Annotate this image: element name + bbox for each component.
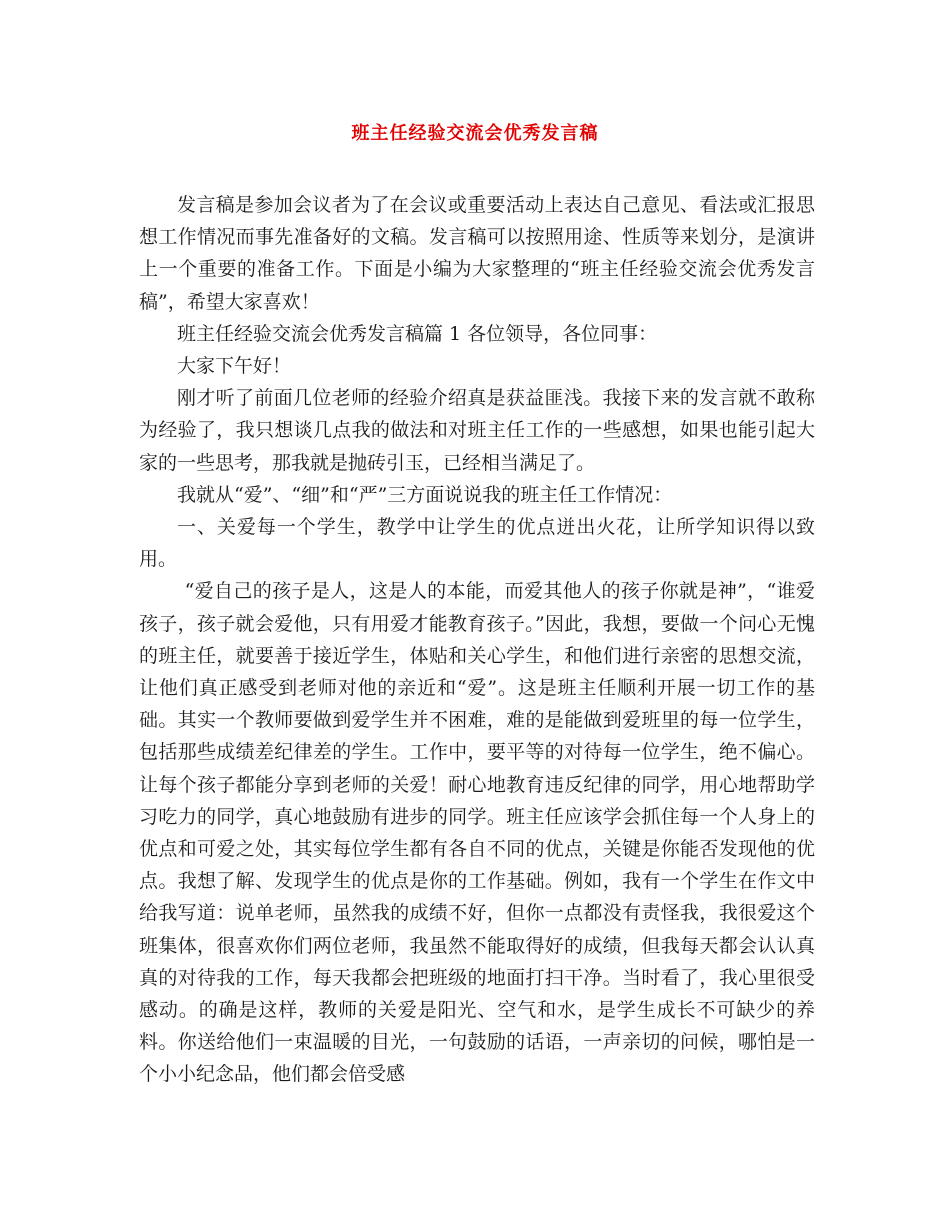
paragraph-intro: 发言稿是参加会议者为了在会议或重要活动上表达自己意见、看法或汇报思想工作情况而事先准备好的文稿。发言稿可以按照用途、性质等来划分，是演讲上一个重要的准备工作。下面是小编为大家整理的“班主任经验交流会优秀发言稿”，希望大家喜欢！ [139, 194, 815, 313]
paragraph-overview: 我就从“爱”、“细”和“严”三方面说说我的班主任工作情况： [177, 483, 673, 506]
paragraph-opening: 刚才听了前面几位老师的经验介绍真是获益匪浅。我接下来的发言就不敢称为经验了，我只想谈几点我的做法和对班主任工作的一些感想，如果也能引起大家的一些思考，那我就是抛砖引玉，已经相当满足了。 [139, 387, 815, 474]
paragraph-section-heading: 一、关爱每一个学生，教学中让学生的优点迸出火花，让所学知识得以致用。 [139, 516, 815, 571]
paragraph-greeting: 大家下午好！ [177, 355, 292, 378]
document-body [139, 189, 815, 1091]
document-title: 班主任经验交流会优秀发言稿 [351, 123, 599, 144]
paragraph-love-students: “爱自己的孩子是人，这是人的本能，而爱其他人的孩子你就是神”，“谁爱孩子，孩子就会爱他，只有用爱才能教育孩子。”因此，我想，要做一个问心无愧的班主任，就要善于接近学生，体贴和关心学生，和他们进行亲密的思想交流，让他们真正感受到老师对他的亲近和“爱”。这是班主任顺利开展一切工作的基础。其实一个教师要做到爱学生并不困难，难的是能做到爱班里的每一位学生，包括那些成绩差纪律差的学生。工作中，要平等的对待每一位学生，绝不偏心。让每个孩子都能分享到老师的关爱！耐心地教育违反纪律的同学，用心地帮助学习吃力的同学，真心地鼓励有进步的同学。班主任应该学会抓住每一个人身上的优点和可爱之处，其实每位学生都有各自不同的优点，关键是你能否发现他的优点。我想了解、发现学生的优点是你的工作基础。例如，我有一个学生在作文中给我写道：说单老师，虽然我的成绩不好，但你一点都没有责怪我，我很爱这个班集体，很喜欢你们两位老师，我虽然不能取得好的成绩，但我每天都会认认真真的对待我的工作，每天我都会把班级的地面打扫干净。当时看了，我心里很受感动。的确是这样，教师的关爱是阳光、空气和水，是学生成长不可缺少的养料。你送给他们一束温暖的目光，一句鼓励的话语，一声亲切的问候，哪怕是一个小小纪念品，他们都会倍受感 [139, 580, 815, 1086]
paragraph-greeting-heading: 班主任经验交流会优秀发言稿篇 1 各位领导，各位同事： [177, 322, 658, 345]
